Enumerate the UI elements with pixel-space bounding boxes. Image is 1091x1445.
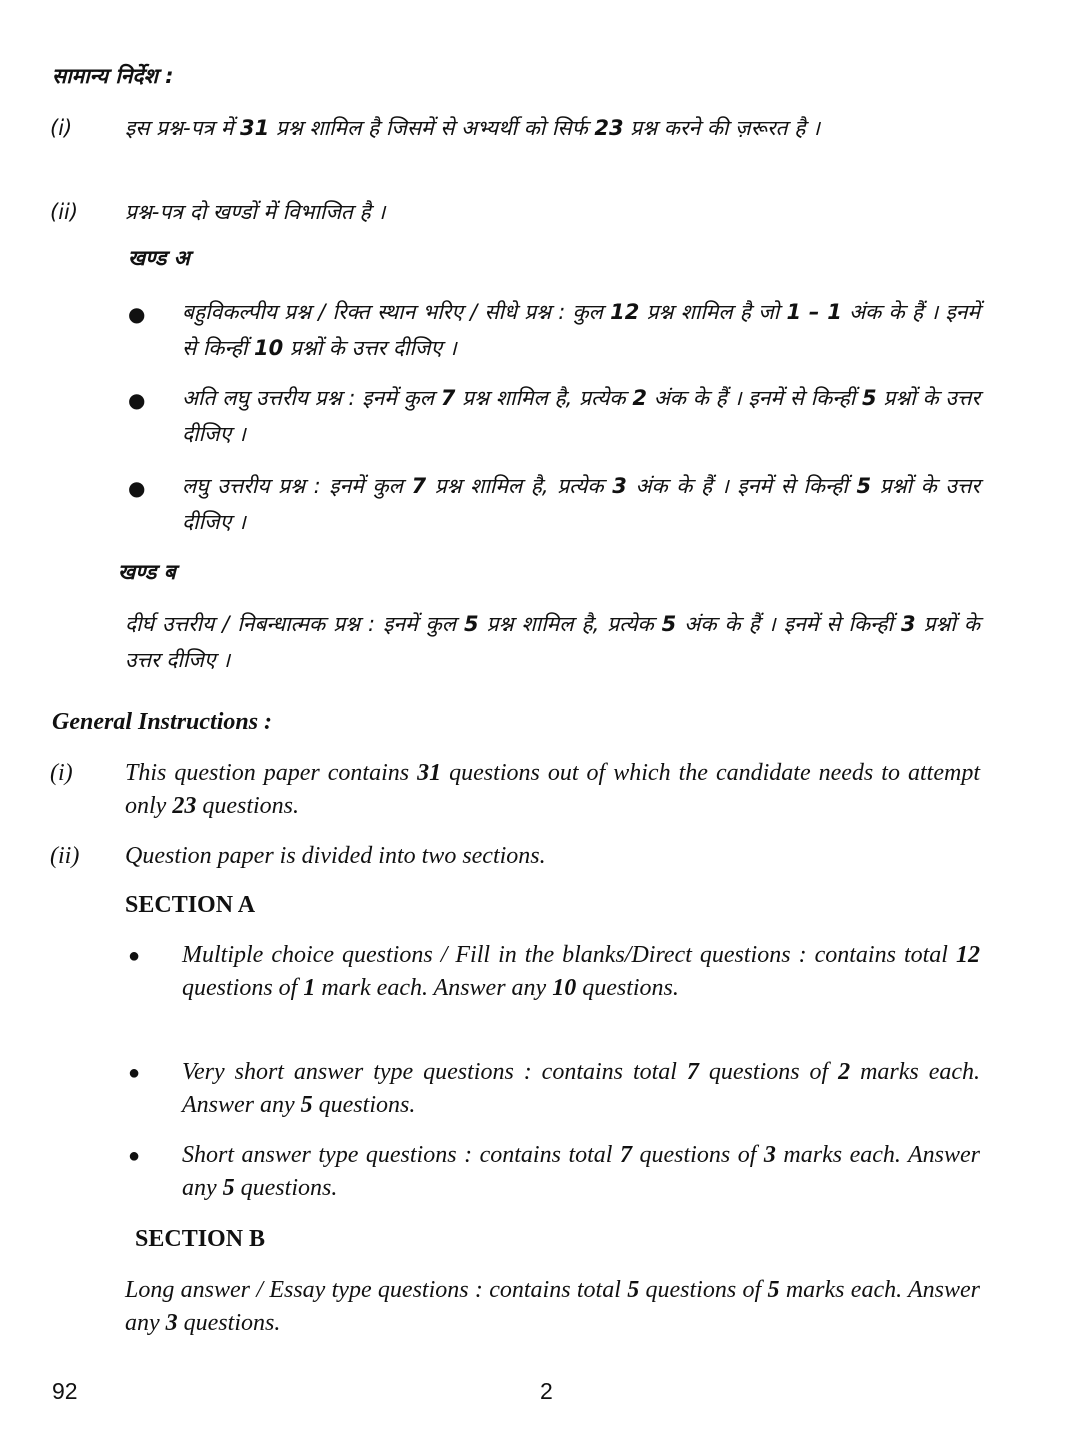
bullet-icon: ● bbox=[128, 476, 146, 500]
hindi-item-num: (i) bbox=[50, 116, 73, 140]
paper-code: 92 bbox=[52, 1378, 78, 1404]
hindi-section-b-heading: खण्ड ब bbox=[118, 560, 176, 584]
english-bullet-1: Multiple choice questions / Fill in the blanks/Direct questions : contains total 12 questions of 1 mark each. Answer any 10 questions. bbox=[182, 942, 980, 1001]
hindi-item-1: इस प्रश्न-पत्र में 31 प्रश्न शामिल है जिसमें से अभ्यर्थी को सिर्फ 23 प्रश्न करने की ज़रूरत है । bbox=[125, 116, 820, 140]
english-bullet-2: Very short answer type questions : contains total 7 questions of 2 marks each. Answer any 5 questions. bbox=[182, 1059, 980, 1118]
english-section-b-heading: SECTION B bbox=[135, 1226, 266, 1252]
bullet-icon: ● bbox=[128, 302, 146, 326]
hindi-section-a-heading: खण्ड अ bbox=[128, 246, 190, 270]
english-item-num: (i) bbox=[50, 760, 73, 786]
bullet-icon: ● bbox=[128, 945, 141, 967]
english-section-b-text: Long answer / Essay type questions : contains total 5 questions of 5 marks each. Answer any 3 questions. bbox=[125, 1277, 980, 1336]
english-item-1: This question paper contains 31 questions out of which the candidate needs to attempt only 23 questions. bbox=[125, 760, 980, 819]
bullet-icon: ● bbox=[128, 1145, 141, 1167]
hindi-bullet-2: अति लघु उत्तरीय प्रश्न : इनमें कुल 7 प्रश्न शामिल है, प्रत्येक 2 अंक के हैं । इनमें से किन्हीं 5 प्रश्नों के उत्तर दीजिए । bbox=[182, 386, 980, 446]
english-heading: General Instructions : bbox=[52, 709, 273, 735]
english-section-a-heading: SECTION A bbox=[125, 892, 256, 918]
english-item-num: (ii) bbox=[50, 843, 80, 869]
english-bullet-3: Short answer type questions : contains total 7 questions of 3 marks each. Answer any 5 questions. bbox=[182, 1142, 980, 1201]
hindi-bullet-1: बहुविकल्पीय प्रश्न / रिक्त स्थान भरिए / सीधे प्रश्न : कुल 12 प्रश्न शामिल है जो 1 – 1 अंक के हैं । इनमें से किन्हीं 10 प्रश्नों के उत्तर दीजिए । bbox=[182, 300, 980, 360]
bullet-icon: ● bbox=[128, 1062, 141, 1084]
english-item-2: Question paper is divided into two sections. bbox=[125, 843, 546, 869]
hindi-section-b-text: दीर्घ उत्तरीय / निबन्धात्मक प्रश्न : इनमें कुल 5 प्रश्न शामिल है, प्रत्येक 5 अंक के हैं । इनमें से किन्हीं 3 प्रश्नों के उत्तर दीजिए । bbox=[125, 612, 980, 672]
hindi-item-2: प्रश्न-पत्र दो खण्डों में विभाजित है । bbox=[125, 200, 386, 224]
page-number: 2 bbox=[540, 1378, 553, 1404]
bullet-icon: ● bbox=[128, 388, 146, 412]
hindi-item-num: (ii) bbox=[50, 200, 79, 224]
hindi-bullet-3: लघु उत्तरीय प्रश्न : इनमें कुल 7 प्रश्न शामिल है, प्रत्येक 3 अंक के हैं । इनमें से किन्हीं 5 प्रश्नों के उत्तर दीजिए । bbox=[182, 474, 980, 534]
hindi-heading: सामान्य निर्देश : bbox=[52, 64, 174, 88]
